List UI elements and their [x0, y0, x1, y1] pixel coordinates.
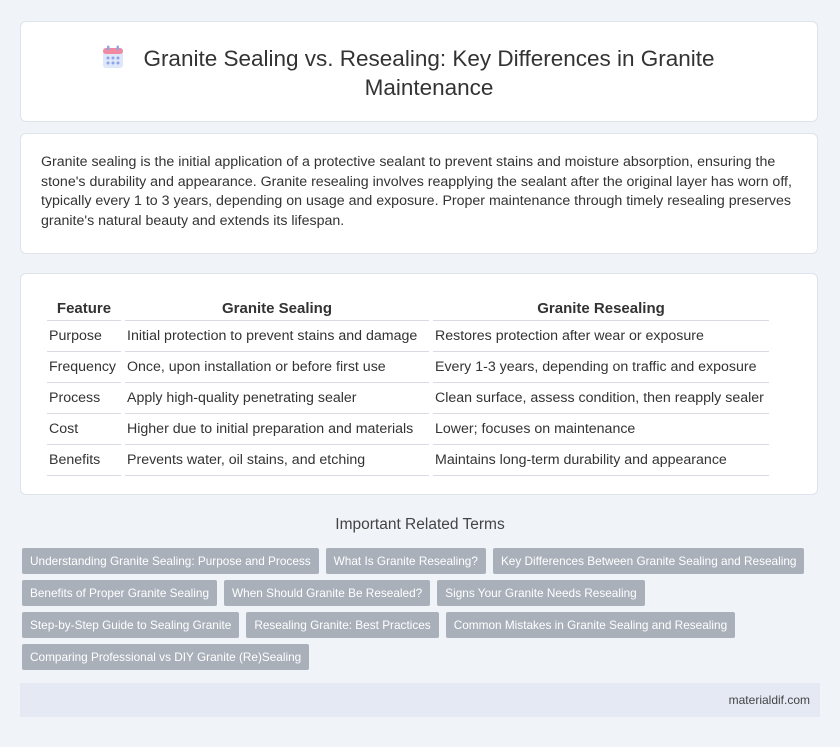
related-terms-heading: Important Related Terms: [335, 516, 505, 533]
table-cell: Higher due to initial preparation and materials: [125, 414, 429, 445]
table-cell: Cost: [47, 414, 121, 445]
intro-paragraph: Granite sealing is the initial application of a protective sealant to prevent stains and moisture absorption, ensuring the stone's durability and appearance. Granite resealing involves reapplying the sealant after the original layer has worn off, typically every 1 to 3 years, depending on usage and exposure. Proper maintenance through timely resealing preserves granite's natural beauty and extends its lifespan.: [41, 154, 792, 229]
table-row: [47, 321, 769, 352]
page-title: Granite Sealing vs. Resealing: Key Differences in Granite Maintenance: [143, 46, 715, 100]
table-cell: Every 1-3 years, depending on traffic and exposure: [433, 352, 769, 383]
related-term-link[interactable]: What Is Granite Resealing?: [326, 548, 486, 574]
table-cell: Once, upon installation or before first use: [125, 352, 429, 383]
related-term-link[interactable]: Resealing Granite: Best Practices: [246, 612, 438, 638]
column-header-resealing: Granite Resealing: [433, 296, 769, 321]
comparison-table: [43, 296, 773, 476]
table-cell: Lower; focuses on maintenance: [433, 414, 769, 445]
related-term-link[interactable]: Common Mistakes in Granite Sealing and Resealing: [446, 612, 735, 638]
related-term-link[interactable]: Comparing Professional vs DIY Granite (Re)Sealing: [22, 644, 309, 670]
comparison-table-card: [20, 273, 818, 495]
table-row: [47, 383, 769, 414]
related-term-link[interactable]: Understanding Granite Sealing: Purpose and Process: [22, 548, 319, 574]
intro-card: [20, 133, 818, 254]
footer-site-link[interactable]: materialdif.com: [728, 693, 810, 707]
table-cell: Frequency: [47, 352, 121, 383]
table-row: [47, 352, 769, 383]
related-term-link[interactable]: Step-by-Step Guide to Sealing Granite: [22, 612, 239, 638]
related-term-link[interactable]: Signs Your Granite Needs Resealing: [437, 580, 645, 606]
table-row: [47, 414, 769, 445]
table-cell: Benefits: [47, 445, 121, 476]
title-card: [20, 21, 818, 122]
table-header-row: [47, 296, 769, 321]
column-header-sealing: Granite Sealing: [125, 296, 429, 321]
table-cell: Apply high-quality penetrating sealer: [125, 383, 429, 414]
table-cell: Purpose: [47, 321, 121, 352]
table-row: [47, 445, 769, 476]
table-cell: Maintains long-term durability and appearance: [433, 445, 769, 476]
related-term-link[interactable]: When Should Granite Be Resealed?: [224, 580, 430, 606]
table-cell: Prevents water, oil stains, and etching: [125, 445, 429, 476]
related-term-link[interactable]: Benefits of Proper Granite Sealing: [22, 580, 217, 606]
table-cell: Initial protection to prevent stains and damage: [125, 321, 429, 352]
related-terms-list: [22, 548, 812, 670]
footer: [20, 683, 820, 717]
related-term-link[interactable]: Key Differences Between Granite Sealing and Resealing: [493, 548, 805, 574]
table-cell: Process: [47, 383, 121, 414]
table-cell: Clean surface, assess condition, then reapply sealer: [433, 383, 769, 414]
table-cell: Restores protection after wear or exposure: [433, 321, 769, 352]
column-header-feature: Feature: [47, 296, 121, 321]
